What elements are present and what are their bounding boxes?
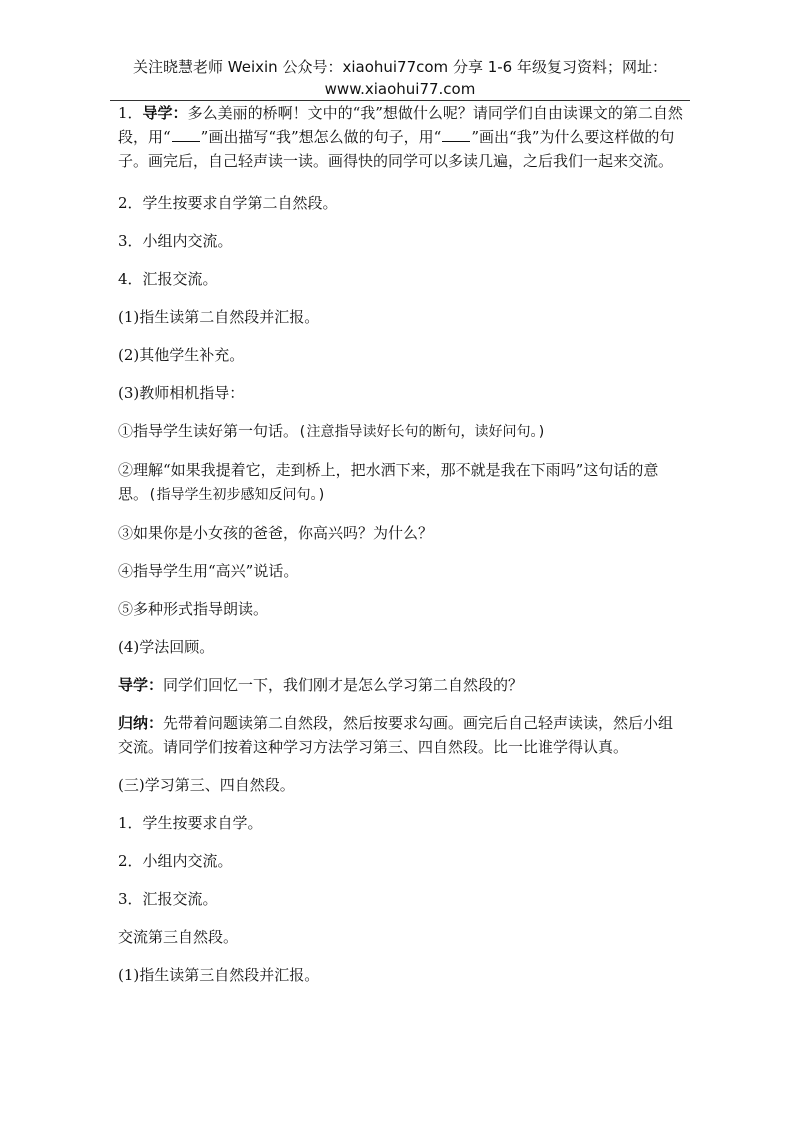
underline-blank: [172, 129, 200, 142]
paragraph-step-3b: 3．汇报交流。: [118, 890, 218, 908]
paragraph-substep-1b: (1)指生读第三自然段并汇报。: [118, 966, 320, 984]
paragraph-step-3: 3．小组内交流。: [118, 232, 233, 250]
paragraph-text: 多么美丽的桥啊！文中的“我”想做什么呢？请同学们自由读课文的第二自然段，用“: [118, 104, 683, 146]
paragraph-step-2: 2．学生按要求自学第二自然段。: [118, 194, 338, 212]
paragraph-text: ②理解“如果我提着它，走到桥上，把水洒下来，那不就是我在下雨吗”这句话的意思。: [118, 461, 659, 503]
paragraph-substep-3: (3)教师相机指导：: [118, 384, 245, 402]
summary-label: 归纳：: [118, 714, 164, 732]
paragraph-guide-2: [118, 673, 688, 697]
paragraph-substep-1: (1)指生读第二自然段并汇报。: [118, 308, 320, 326]
paragraph-guide-1: [118, 101, 688, 173]
underline-blank: [442, 129, 470, 142]
page-header: [110, 56, 690, 100]
paragraph-guidance-3: ③如果你是小女孩的爸爸，你高兴吗？为什么？: [118, 524, 434, 542]
guide-label: 导学：: [142, 104, 188, 122]
paragraph-substep-4: (4)学法回顾。: [118, 638, 215, 656]
paragraph-text: ①指导学生读好第一句话。: [118, 422, 299, 440]
paragraph-text: 同学们回忆一下，我们刚才是怎么学习第二自然段的？: [163, 676, 524, 694]
paragraph-text: ”画出“我”为什么要这样做的句子。画完后，自己轻声读一读。画得快的同学可以多读几遍，之后我们一起来交流。: [118, 128, 675, 170]
paragraph-number: 1．: [118, 104, 143, 122]
guide-label: 导学：: [118, 676, 164, 694]
paragraph-guidance-5: ⑤多种形式指导朗读。: [118, 600, 269, 618]
paragraph-section-3: (三)学习第三、四自然段。: [118, 776, 295, 794]
teacher-note: (注意指导读好长句的断句，读好问句。): [298, 424, 546, 440]
paragraph-text: ”画出描写“我”想怎么做的句子，用“: [200, 128, 442, 146]
paragraph-guidance-4: ④指导学生用“高兴”说话。: [118, 562, 299, 580]
header-line-1: 关注晓慧老师 Weixin 公众号：xiaohui77com 分享 1-6 年级复习资料；网址：: [133, 58, 667, 76]
paragraph-summary: [118, 711, 688, 759]
paragraph-guidance-2: [118, 458, 688, 507]
paragraph-step-4: 4．汇报交流。: [118, 270, 218, 288]
paragraph-step-2b: 2．小组内交流。: [118, 852, 233, 870]
header-line-2: www.xiaohui77.com: [324, 80, 476, 98]
paragraph-guidance-1: [118, 419, 688, 444]
document-body: [118, 101, 688, 1001]
teacher-note: (指导学生初步感知反问句。): [148, 487, 326, 503]
paragraph-exchange: 交流第三自然段。: [118, 928, 239, 946]
paragraph-substep-2: (2)其他学生补充。: [118, 346, 245, 364]
paragraph-step-1b: 1．学生按要求自学。: [118, 814, 263, 832]
paragraph-text: 先带着问题读第二自然段，然后按要求勾画。画完后自己轻声读读，然后小组交流。请同学们按着这种学习方法学习第三、四自然段。比一比谁学得认真。: [118, 714, 674, 756]
